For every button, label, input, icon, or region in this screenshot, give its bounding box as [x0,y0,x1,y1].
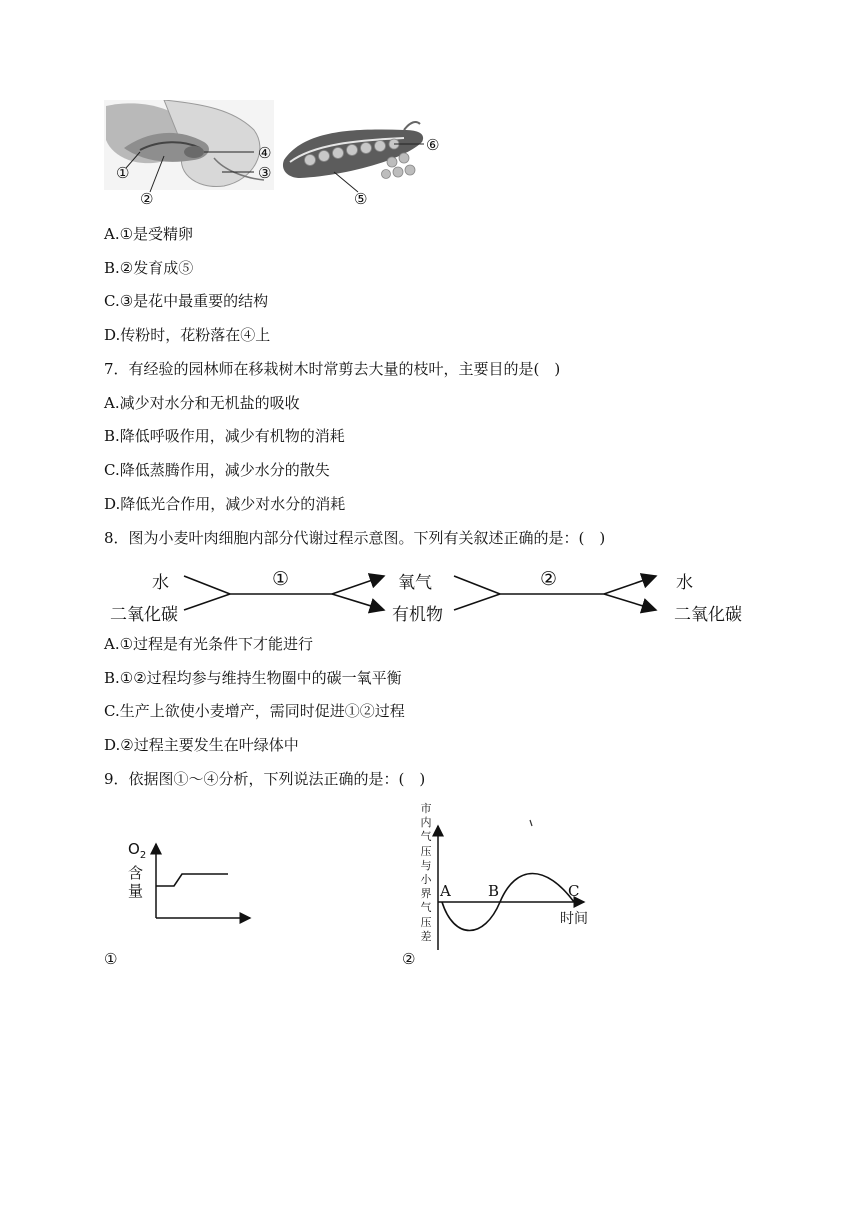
q8-option-c: C.生产上欲使小麦增产，需同时促进①②过程 [104,702,405,720]
q7-stem: 7．有经验的园林师在移栽树木时常剪去大量的枝叶，主要目的是( ) [104,360,561,378]
graph-2-xlabel: 时间 [560,911,588,927]
process-2: ② [540,568,558,590]
callout-1: ① [116,164,130,182]
mid-oxygen: 氧气 [398,573,432,593]
graph-2 [402,800,622,970]
q9-stem: 9．依据图①～④分析，下列说法正确的是：( ) [104,770,426,788]
graph-1-ylabel-line3: 量 [128,882,144,900]
q6-option-b: B.②发育成⑤ [104,259,194,277]
q6-option-c: C.③是花中最重要的结构 [104,292,269,310]
output-water: 水 [676,573,693,593]
output-co2: 二氧化碳 [674,605,742,625]
graph-1 [104,836,264,968]
metabolism-diagram [108,562,758,626]
input-co2: 二氧化碳 [110,605,178,625]
q8-option-b: B.①②过程均参与维持生物圈中的碳一氧平衡 [104,669,402,687]
callout-2: ② [140,190,154,208]
point-b: B [488,882,500,900]
q8-option-a: A.①过程是有光条件下才能进行 [104,635,314,653]
graph-1-ylabel-o2: $O_2$ [128,840,147,861]
mid-organic: 有机物 [392,605,443,625]
callout-5: ⑤ [354,190,368,208]
graph-2-label: ② [402,950,416,968]
point-a: A [440,882,451,900]
input-water: 水 [152,573,169,593]
flower-pea-figure [104,100,454,212]
q8-option-d: D.②过程主要发生在叶绿体中 [104,736,299,754]
o2-curve [156,874,228,886]
process-1: ① [272,568,290,590]
graph-1-label: ① [104,950,118,968]
q6-option-d: D.传粉时，花粉落在④上 [104,326,271,344]
q7-option-d: D.降低光合作用，减少对水分的消耗 [104,495,346,513]
q6-option-a: A.①是受精卵 [104,225,194,243]
q7-option-c: C.降低蒸腾作用，减少水分的散失 [104,461,330,479]
q7-option-b: B.降低呼吸作用，减少有机物的消耗 [104,427,345,445]
graph-2-ylabel: 市 内 气 压 与 小 界 气 压 差 [420,802,432,943]
point-c: C [568,882,580,900]
callout-6: ⑥ [426,136,440,154]
callout-4: ④ [258,144,272,162]
q8-stem: 8．图为小麦叶肉细胞内部分代谢过程示意图。下列有关叙述正确的是：( ) [104,529,606,547]
graph-1-ylabel-line2: 含 [128,864,144,882]
callout-3: ③ [258,164,272,182]
q7-option-a: A.减少对水分和无机盐的吸收 [104,394,300,412]
